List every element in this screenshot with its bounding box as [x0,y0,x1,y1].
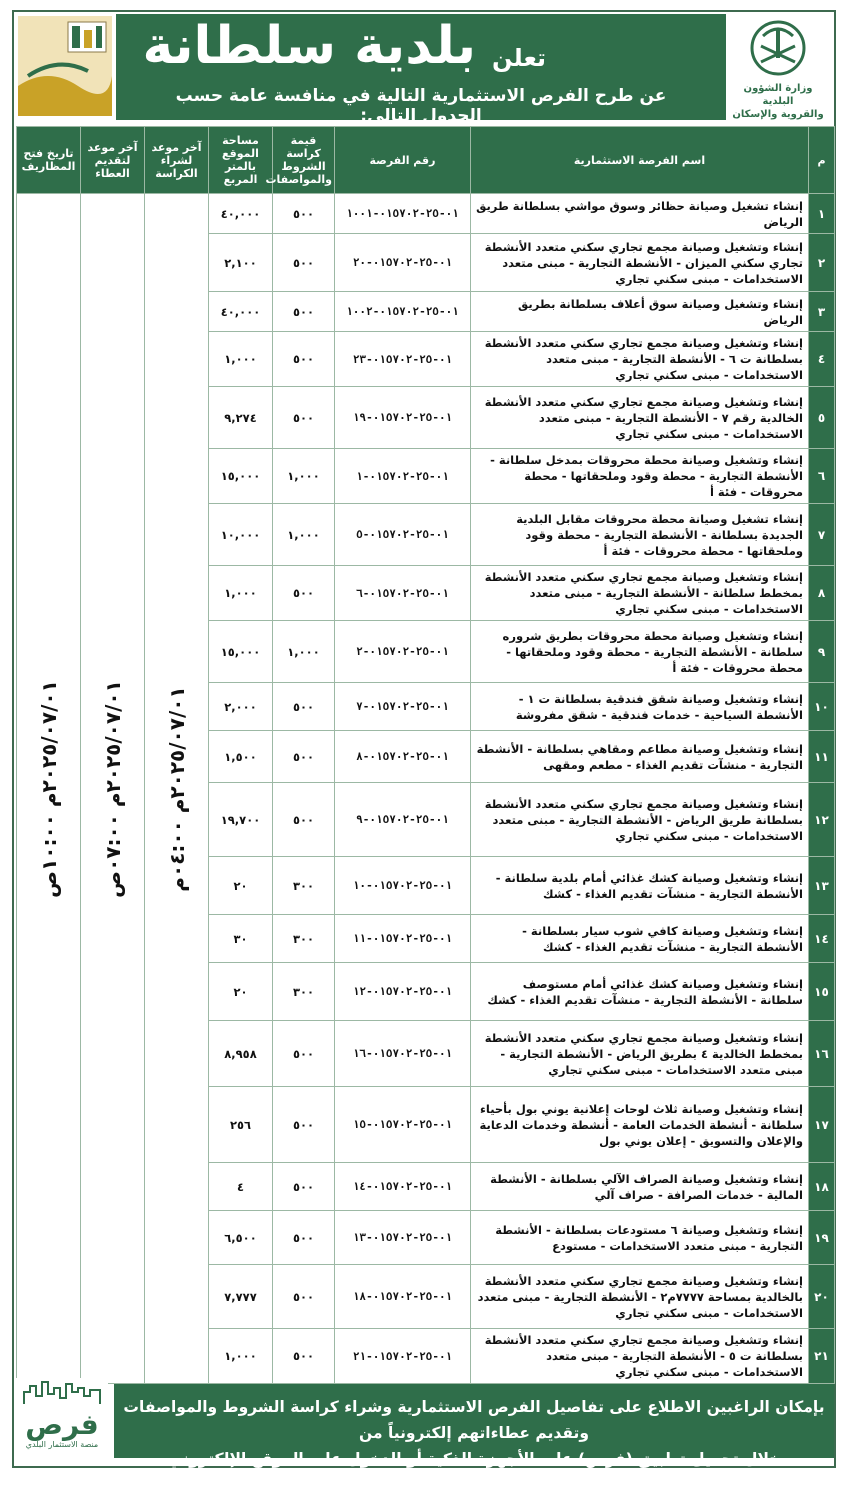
sultana-emblem-icon [18,16,112,116]
table-header-row [17,127,835,194]
booklet-fee: ٣٠٠ [273,915,335,963]
column-header: قيمة كراسة الشروط والمواصفات [273,127,335,194]
ministry-logo [728,18,828,118]
site-area: ١,٠٠٠ [209,1329,273,1384]
site-area: ٨,٩٥٨ [209,1021,273,1087]
opportunity-name: إنشاء وتشغيل وصيانة مجمع تجاري سكني متعدد الأنشطة بمخطط سلطانة - الأنشطة التجارية - مبنى متعدد الاستخدامات - مبنى سكني تجاري [471,566,809,621]
site-area: ١٥,٠٠٠ [209,449,273,504]
purchase-deadline-text: ٢٠٢٥/٠٧/٠١م ٠٤:٠٠م [164,685,189,892]
purchase-deadline [145,194,209,1384]
site-area: ٩,٢٧٤ [209,387,273,449]
opportunity-number: ٠١-٢٥-٠١٥٧٠٢-٢٣ [335,332,471,387]
opportunity-name: إنشاء وتشغيل وصيانة ٦ مستودعات بسلطانة - الأنشطة التجارية - مبنى متعدد الاستخدامات - مستودع [471,1211,809,1265]
opportunity-number: ٠١-٢٥-٠١٥٧٠٢-٢١ [335,1329,471,1384]
booklet-fee: ٥٠٠ [273,234,335,292]
opportunity-number: ٠١-٢٥-٠١٥٧٠٢-١٤ [335,1163,471,1211]
ministry-emblem-icon [743,18,813,78]
site-area: ٧,٧٧٧ [209,1265,273,1329]
row-number: ١١ [809,731,835,783]
row-number: ٤ [809,332,835,387]
header-banner [116,14,726,126]
booklet-fee: ١,٠٠٠ [273,621,335,683]
booklet-fee: ٥٠٠ [273,731,335,783]
site-area: ١,٥٠٠ [209,731,273,783]
booklet-fee: ٥٠٠ [273,332,335,387]
opportunity-number: ٠١-٢٥-٠١٥٧٠٢-١ [335,449,471,504]
furas-skyline-icon [22,1378,102,1406]
opportunity-name: إنشاء وتشغيل وصيانة ثلاث لوحات إعلانية يوني بول بأحياء سلطانة - أنشطة الخدمات العامة - أنشطة وخدمات الدعاية والإعلان والتسويق - إعلان يوني بول [471,1087,809,1163]
opportunity-number: ٠١-٢٥-٠١٥٧٠٢-٢ [335,621,471,683]
site-area: ١٠,٠٠٠ [209,504,273,566]
submission-deadline-text: ٢٠٢٥/٠٧/٠١م ٠٧:٠٠ص [100,679,125,898]
booklet-fee: ٥٠٠ [273,387,335,449]
row-number: ٢١ [809,1329,835,1384]
announce-word: تعلن [492,44,546,72]
footer-line-2[interactable]: خلال تحميل تطبيق (فرص) على الأجهزة الذكية أو الدخول على الموقع الإلكتروني (https://Furas.momra.gov.sa). [167,1450,781,1494]
opportunity-number: ٠١-٢٥-٠١٥٧٠٢-١١ [335,915,471,963]
site-area: ٦,٥٠٠ [209,1211,273,1265]
opportunity-number: ٠١-٢٥-٠١٥٧٠٢-٧ [335,683,471,731]
opportunity-name: إنشاء وتشغيل وصيانة مطاعم ومقاهي بسلطانة - الأنشطة التجارية - منشآت تقديم الغذاء - مطعم ومقهى [471,731,809,783]
row-number: ٦ [809,449,835,504]
site-area: ٤ [209,1163,273,1211]
column-header: تاريخ فتح المظاريف [17,127,81,194]
site-area: ٢٥٦ [209,1087,273,1163]
booklet-fee: ٥٠٠ [273,292,335,332]
table-row [17,194,835,234]
booklet-fee: ٥٠٠ [273,783,335,857]
site-area: ٤٠,٠٠٠ [209,194,273,234]
opportunity-number: ٠١-٢٥-٠١٥٧٠٢-٩ [335,783,471,857]
booklet-fee: ١,٠٠٠ [273,449,335,504]
opportunity-name: إنشاء وتشغيل وصيانة سوق أعلاف بسلطانة بطريق الرياض [471,292,809,332]
envelope-opening-date [17,194,81,1384]
row-number: ٧ [809,504,835,566]
site-area: ٤٠,٠٠٠ [209,292,273,332]
opportunity-number: ٠١-٢٥-٠١٥٧٠٢-٥ [335,504,471,566]
site-area: ١,٠٠٠ [209,566,273,621]
site-area: ٢,٠٠٠ [209,683,273,731]
sultana-logo [18,16,112,116]
opportunity-name: إنشاء وتشغيل وصيانة مجمع تجاري سكني متعدد الأنشطة بالخالدية بمساحة ٧٧٧٧م٢ - الأنشطة التجارية - مبنى متعدد الاستخدامات - مبنى سكني تجاري [471,1265,809,1329]
site-area: ١٩,٧٠٠ [209,783,273,857]
furas-logo-caption: منصة الاستثمار البلدي [25,1440,99,1449]
opportunity-number: ٠١-٢٥-٠١٥٧٠٢-١٩ [335,387,471,449]
site-area: ٢٠ [209,963,273,1021]
booklet-fee: ٥٠٠ [273,1021,335,1087]
site-area: ٢٠ [209,857,273,915]
opportunity-name: إنشاء وتشغيل وصيانة مجمع تجاري سكني متعدد الأنشطة بسلطانة طريق الرياض - الأنشطة التجارية - مبنى متعدد الاستخدامات - مبنى سكني تجاري [471,783,809,857]
row-number: ١٦ [809,1021,835,1087]
opportunity-name: إنشاء وتشغيل وصيانة محطة محروقات بطريق شروره سلطانة - الأنشطة التجارية - محطة وقود وملحقاتها - محطة محروقات - فئة أ [471,621,809,683]
opportunity-name: إنشاء تشغيل وصيانة حظائر وسوق مواشي بسلطانة طريق الرياض [471,194,809,234]
booklet-fee: ٥٠٠ [273,1265,335,1329]
opportunity-number: ٠١-٢٥-٠١٥٧٠٢-٢٠ [335,234,471,292]
column-header: اسم الفرصة الاستثمارية [471,127,809,194]
row-number: ١٩ [809,1211,835,1265]
opportunity-number: ٠١-٢٥-٠١٥٧٠٢-١٠٠٢ [335,292,471,332]
opportunity-number: ٠١-٢٥-٠١٥٧٠٢-١٦ [335,1021,471,1087]
opportunity-number: ٠١-٢٥-٠١٥٧٠٢-١٣ [335,1211,471,1265]
row-number: ١٣ [809,857,835,915]
opportunity-number: ٠١-٢٥-٠١٥٧٠٢-١٠ [335,857,471,915]
submission-deadline [81,194,145,1384]
site-area: ١٥,٠٠٠ [209,621,273,683]
row-number: ١٨ [809,1163,835,1211]
booklet-fee: ٥٠٠ [273,1211,335,1265]
booklet-fee: ٣٠٠ [273,963,335,1021]
booklet-fee: ٥٠٠ [273,194,335,234]
opportunity-name: إنشاء وتشغيل وصيانة مجمع تجاري سكني متعدد الأنشطة الخالدية رقم ٧ - الأنشطة التجارية - مبنى متعدد الاستخدامات - مبنى سكني تجاري [471,387,809,449]
column-header: مساحة الموقع بالمتر المربع [209,127,273,194]
municipality-name: بلدية سلطانة [142,16,476,76]
opportunity-name: إنشاء وتشغيل وصيانة مجمع تجاري سكني متعدد الأنشطة بسلطانة ت ٥ - الأنشطة التجارية - مبنى متعدد الاستخدامات - مبنى سكني تجاري [471,1329,809,1384]
opportunity-name: إنشاء وتشغيل وصيانة مجمع تجاري سكني متعدد الأنشطة تجاري سكني الميزان - الأنشطة التجارية - مبنى متعدد الاستخدامات - مبنى سكني تجاري [471,234,809,292]
footer-instructions [114,1384,834,1494]
booklet-fee: ٥٠٠ [273,683,335,731]
furas-logo [16,1378,108,1464]
opportunity-name: إنشاء وتشغيل وصيانة كافي شوب سيار بسلطانة - الأنشطة التجارية - منشآت تقديم الغذاء - كشك [471,915,809,963]
column-header: م [809,127,835,194]
booklet-fee: ٥٠٠ [273,566,335,621]
row-number: ١٤ [809,915,835,963]
row-number: ١ [809,194,835,234]
column-header: آخر موعد لتقديم العطاء [81,127,145,194]
footer-line-1: بإمكان الراغبين الاطلاع على تفاصيل الفرص الاستثمارية وشراء كراسة الشروط والمواصفات وتقديم عطاءاتهم إلكترونياً من [123,1398,825,1442]
opportunities-table [16,126,835,1384]
booklet-fee: ٥٠٠ [273,1163,335,1211]
ministry-name-line2: والقروية والإسكان [732,109,824,120]
ministry-name-line1: وزارة الشؤون البلدية [743,83,813,107]
opportunity-name: إنشاء وتشغيل وصيانة محطة محروقات بمدخل سلطانة - الأنشطة التجارية - محطة وقود وملحقاتها - محطة محروقات - فئة أ [471,449,809,504]
footer [16,1378,834,1494]
booklet-fee: ١,٠٠٠ [273,504,335,566]
row-number: ٣ [809,292,835,332]
announcement-subtitle: عن طرح الفرص الاستثمارية التالية في منافسة عامة حسب الجدول التالي: [175,86,667,126]
opportunity-number: ٠١-٢٥-٠١٥٧٠٢-١٠٠١ [335,194,471,234]
row-number: ١٧ [809,1087,835,1163]
opportunity-number: ٠١-٢٥-٠١٥٧٠٢-١٨ [335,1265,471,1329]
row-number: ١٢ [809,783,835,857]
opportunity-name: إنشاء وتشغيل وصيانة كشك غذائي أمام بلدية سلطانة - الأنشطة التجارية - منشآت تقديم الغذاء - كشك [471,857,809,915]
envelope-opening-date-text: ٢٠٢٥/٠٧/٠١م ١٠:٠٠ص [36,679,61,898]
opportunity-name: إنشاء وتشغيل وصيانة شقق فندقية بسلطانة ت ١ - الأنشطة السياحية - خدمات فندقية - شقق مفروشة [471,683,809,731]
opportunity-name: إنشاء وتشغيل وصيانة مجمع تجاري سكني متعدد الأنشطة بمخطط الخالدية ٤ بطريق الرياض - الأنشطة التجارية - مبنى متعدد الاستخدامات - مبنى سكني تجاري [471,1021,809,1087]
opportunity-number: ٠١-٢٥-٠١٥٧٠٢-١٢ [335,963,471,1021]
opportunity-name: إنشاء وتشغيل وصيانة كشك غذائي أمام مستوصف سلطانة - الأنشطة التجارية - منشآت تقديم الغذاء - كشك [471,963,809,1021]
column-header: رقم الفرصة [335,127,471,194]
site-area: ١,٠٠٠ [209,332,273,387]
booklet-fee: ٥٠٠ [273,1329,335,1384]
opportunity-number: ٠١-٢٥-٠١٥٧٠٢-٦ [335,566,471,621]
furas-logo-text: فرص [25,1408,99,1441]
opportunity-name: إنشاء وتشغيل وصيانة الصراف الآلي بسلطانة - الأنشطة المالية - خدمات الصرافة - صراف آلي [471,1163,809,1211]
opportunity-number: ٠١-٢٥-٠١٥٧٠٢-٨ [335,731,471,783]
header [16,14,834,126]
row-number: ٩ [809,621,835,683]
row-number: ١٥ [809,963,835,1021]
site-area: ٢,١٠٠ [209,234,273,292]
row-number: ٥ [809,387,835,449]
booklet-fee: ٣٠٠ [273,857,335,915]
table-body [17,194,835,1384]
opportunity-number: ٠١-٢٥-٠١٥٧٠٢-١٥ [335,1087,471,1163]
row-number: ٨ [809,566,835,621]
row-number: ٢٠ [809,1265,835,1329]
row-number: ١٠ [809,683,835,731]
booklet-fee: ٥٠٠ [273,1087,335,1163]
opportunity-name: إنشاء وتشغيل وصيانة مجمع تجاري سكني متعدد الأنشطة بسلطانة ت ٦ - الأنشطة التجارية - مبنى متعدد الاستخدامات - مبنى سكني تجاري [471,332,809,387]
row-number: ٢ [809,234,835,292]
column-header: آخر موعد لشراء الكراسة [145,127,209,194]
opportunity-name: إنشاء تشغيل وصيانة محطة محروقات مقابل البلدية الجديدة بسلطانة - الأنشطة التجارية - محطة وقود وملحقاتها - محطة محروقات - فئة أ [471,504,809,566]
site-area: ٣٠ [209,915,273,963]
